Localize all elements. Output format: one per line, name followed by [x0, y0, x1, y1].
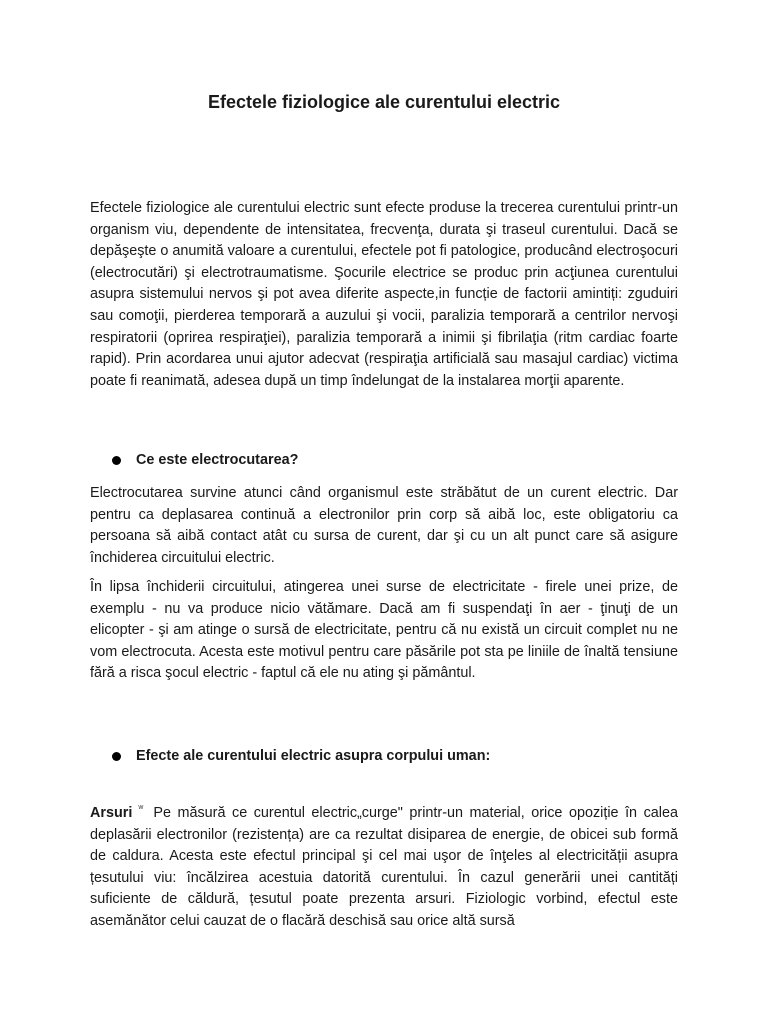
section-heading-effects [112, 746, 490, 766]
footnote-mark: ᵂ [138, 804, 144, 813]
intro-paragraph: Efectele fiziologice ale curentului electric sunt efecte produse la trecerea curentului printr-un organism viu, dependente de intensitatea, frecvenţa, durata şi traseul curentului. Dacă se depăşeşte o anumită valoare a curentului, efectele pot fi patologice, producând electroşocuri (electrocutări) şi electrotraumatisme. Şocurile electrice se produc prin acţiunea curentului asupra sistemului nervos şi pot avea diferite aspecte,in funcție de factorii amintiți: zguduiri sau comoţii, pierderea temporară a auzului şi vocii, paralizia temporară a centrilor nervoşi respiratorii (oprirea respiraţiei), paralizia temporară a inimii şi fibrilaţia (ritm cardiac foarte rapid). Prin acordarea unui ajutor adecvat (respiraţia artificială sau masajul cardiac) victima poate fi reanimată, adesea după un timp îndelungat de la instalarea morţii aparente. [90, 200, 678, 389]
section-heading-electrocution [112, 450, 298, 470]
electrocution-paragraph-1: Electrocutarea survine atunci când organismul este străbătut de un curent electric. Dar pentru ca deplasarea continuă a electronilor prin corp să aibă loc, este obligatoriu ca persoana să aibă contact atât cu sursa de curent, dar şi cu un alt punct care să asigure închiderea circuitului electric. [90, 485, 678, 566]
burns-text: Pe măsură ce curentul electric„curge" printr-un material, orice opoziție în calea deplasării electronilor (rezistența) are ca rezultat disiparea de energie, de obicei sub formă de caldura. Acesta este efectul principal şi cel mai uşor de înţeles al electricității asupra țesutului viu: încălzirea acestuia datorită curentului. În cazul generării unei cantități suficiente de căldură, țesutul poate prezenta arsuri. Fiziologic vorbind, efectul este asemănător celui cauzat de o flacără deschisă sau orice altă sursă [90, 805, 678, 929]
section-heading-text: Efecte ale curentului electric asupra corpului uman: [136, 748, 491, 764]
burns-paragraph [90, 798, 678, 933]
burns-lead: Arsuri [90, 805, 133, 821]
bullet-icon [112, 456, 121, 465]
page-title: Efectele fiziologice ale curentului electric [207, 92, 561, 112]
bullet-icon [112, 752, 121, 761]
electrocution-paragraph-2: În lipsa închiderii circuitului, atingerea unei surse de electricitate - firele unei prize, de exemplu - nu va produce nicio vătămare. Dacă am fi suspendaţi în aer - ţinuţi de un elicopter - şi am atinge o sursă de electricitate, pentru că nu există un circuit complet nu ne vom electrocuta. Acesta este motivul pentru care păsările pot sta pe liniile de înaltă tensiune fără a risca şocul electric - faptul că ele nu ating şi pământul. [90, 579, 678, 682]
section-heading-text: Ce este electrocutarea? [136, 452, 299, 468]
